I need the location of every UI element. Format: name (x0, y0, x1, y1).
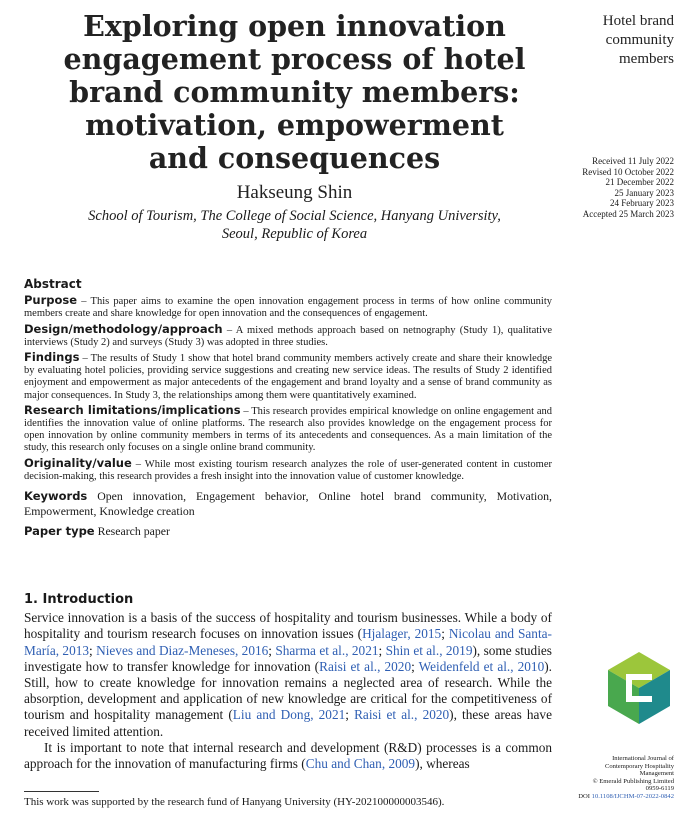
footnote-rule (24, 791, 99, 792)
running-head-line: Hotel brand (602, 13, 674, 29)
affiliation-line: School of Tourism, The College of Social Science, Hanyang University, (88, 208, 501, 224)
paper-type-text: Research paper (94, 524, 170, 539)
running-head-line: community (605, 32, 674, 48)
keywords-label: Keywords (24, 489, 88, 504)
body-text: It is important to note that internal research and development (R&D) processes is a common approach for the innovation of manufacturing firms ( (24, 739, 552, 772)
design-label: Design/methodology/approach (24, 321, 223, 336)
abstract-heading: Abstract (24, 277, 82, 291)
section-heading: 1. Introduction (24, 592, 134, 607)
abstract-findings (24, 351, 552, 402)
journal-line: Contemporary Hospitality (604, 762, 674, 770)
intro-paragraph (24, 740, 552, 772)
journal-info (552, 755, 674, 800)
submission-dates (552, 156, 674, 220)
running-head (572, 12, 674, 69)
abstract (24, 278, 552, 539)
paper-type (24, 525, 552, 537)
body-text: Service innovation is a basis of the success of hospitality and tourism businesses. While a body of hospitality and tourism research focuses on innovation issues ( (24, 610, 552, 642)
citation-link[interactable]: Raisi et al., 2020 (354, 707, 450, 723)
body-text: ). Still, how to create knowledge for innovation remains a neglected area of research. While the absorption, development and application of new knowledge are critical for the competitiveness of tourism and hospitality management ( (24, 658, 552, 723)
title-line: motivation, empowerment (85, 108, 504, 142)
design-text: – A mixed methods approach based on netnography (Study 1), qualitative interviews (Study 2) and surveys (Study 3) was adopted in three studies. (24, 324, 552, 348)
keywords-text: Open innovation, Engagement behavior, Online hotel brand community, Motivation, Empowerment, Knowledge creation (24, 489, 552, 519)
title-line: and consequences (148, 141, 441, 175)
title-line: engagement process of hotel (63, 42, 526, 76)
citation-link[interactable]: Hjalager, 2015 (362, 626, 442, 642)
intro-paragraph (24, 610, 552, 740)
journal-line: Management (639, 770, 674, 777)
findings-text: – The results of Study 1 show that hotel brand community members actively create and share their knowledge by evaluating hotel policies, providing service suggestions and creating new service ideas. The results of Study 2 identified enjoyment and empowerment as major antecedents of the engagement and brand loyalty and a sense of brand community as major consequences. In Study 3, the relationships among them were quantitatively examined. (24, 353, 552, 401)
research-text: – This research provides empirical knowledge on online engagement and identifies the innovation value of online platforms. The research also provides knowledge on the engagement process for open innovation by online community members in terms of its antecedents and consequences. As a main limitation of the study, this research only focuses on a single online brand community. (24, 405, 552, 454)
doi-link[interactable]: 10.1108/IJCHM-07-2022-0842 (591, 792, 674, 800)
journal-line: © Emerald Publishing Limited (592, 777, 674, 785)
body-text: ; (411, 658, 419, 674)
citation-link[interactable]: Shin et al., 2019 (385, 642, 473, 658)
funding-footnote: This work was supported by the research fund of Hanyang University (HY-202100000003546). (24, 796, 445, 808)
introduction-section (24, 592, 552, 772)
purpose-text: – This paper aims to examine the open innovation engagement process in terms of how online community members create and share knowledge for open innovation and the consequences of engagement. (24, 296, 552, 320)
research-label: Research limitations/implications (24, 402, 241, 417)
originality-label: Originality/value (24, 455, 132, 470)
abstract-purpose (24, 294, 552, 320)
date-line: Revised 10 October 2022 (582, 166, 674, 177)
citation-link[interactable]: Chu and Chan, 2009 (305, 756, 416, 772)
date-line: 25 January 2023 (614, 187, 674, 198)
findings-label: Findings (24, 350, 80, 365)
author-name: Hakseung Shin (236, 182, 353, 203)
doi-label: DOI (578, 792, 592, 800)
originality-text: – While most existing tourism research analyzes the role of user-generated content in customer decision-making, this research provides a fresh insight into the innovation value of customer knowledge. (24, 458, 552, 482)
publisher-logo-icon (608, 652, 670, 724)
date-line: Received 11 July 2022 (592, 156, 674, 166)
date-line: 24 February 2023 (610, 198, 674, 209)
citation-link[interactable]: Liu and Dong, 2021 (232, 707, 346, 723)
paper-title (22, 10, 567, 175)
citation-link[interactable]: Weidenfeld et al., 2010 (418, 658, 545, 674)
title-line: Exploring open innovation (83, 9, 506, 43)
abstract-design (24, 323, 552, 349)
journal-line: International Journal of (612, 755, 674, 762)
author-affiliation (22, 207, 567, 243)
keywords (24, 489, 552, 519)
body-text: ; (89, 642, 97, 658)
citation-link[interactable]: Sharma et al., 2021 (275, 642, 379, 658)
abstract-originality (24, 457, 552, 483)
body-text: ; (268, 642, 276, 658)
citation-link[interactable]: Nieves and Diaz-Meneses, 2016 (96, 642, 269, 658)
paper-type-label: Paper type (24, 524, 95, 539)
title-line: brand community members: (69, 75, 520, 109)
body-text: ; (345, 707, 355, 723)
body-text: ; (378, 642, 386, 658)
abstract-research (24, 404, 552, 455)
citation-link[interactable]: Raisi et al., 2020 (319, 658, 412, 674)
body-text: ), these areas have received limited attention. (24, 707, 552, 739)
purpose-label: Purpose (24, 293, 78, 308)
date-line: 21 December 2022 (605, 177, 674, 188)
body-text: ; (441, 626, 449, 642)
journal-line: 0959-6119 (645, 785, 674, 792)
doi-line (552, 793, 674, 801)
body-text: ), some studies investigate how to transfer knowledge for innovation ( (24, 642, 552, 674)
body-text: ), whereas (415, 756, 470, 772)
citation-link[interactable]: Nicolau and Santa-María, 2013 (24, 626, 552, 658)
date-line: Accepted 25 March 2023 (582, 208, 674, 219)
affiliation-line: Seoul, Republic of Korea (221, 226, 368, 242)
running-head-line: members (619, 51, 674, 67)
